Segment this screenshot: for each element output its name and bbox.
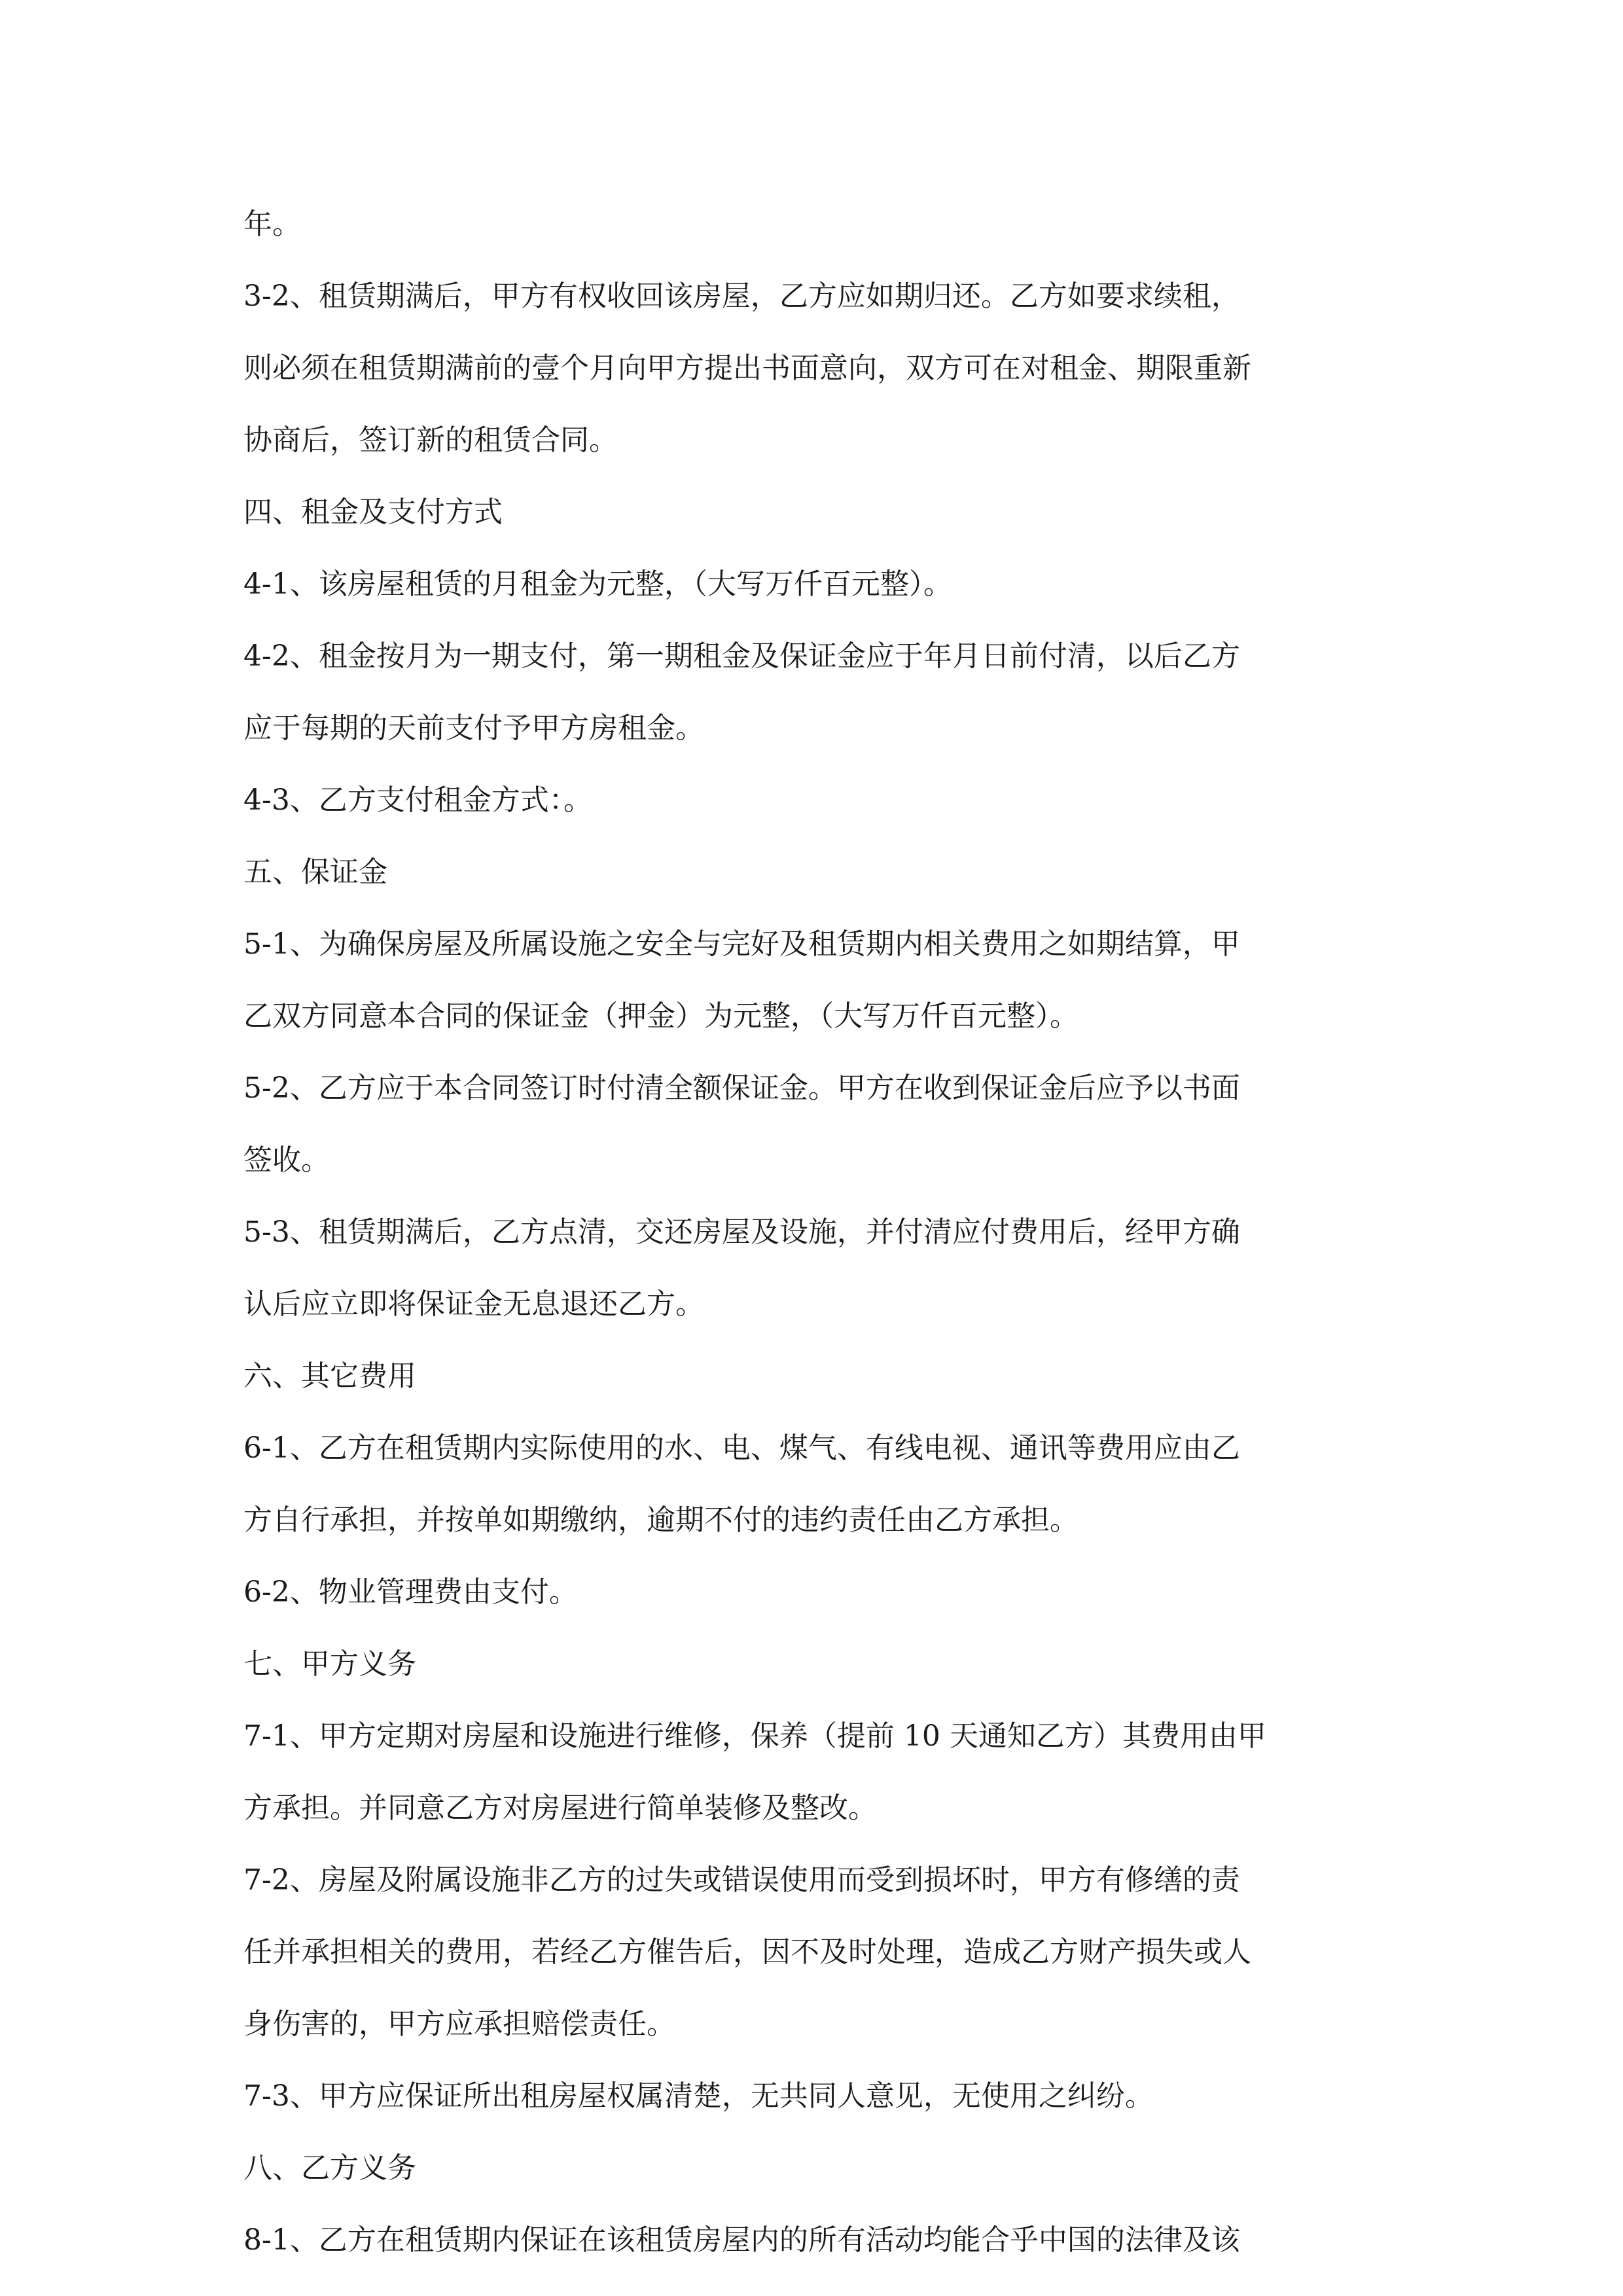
text-line: 身伤害的，甲方应承担赔偿责任。 <box>243 2007 675 2041</box>
text-line: 4-3、乙方支付租金方式：。 <box>243 783 592 817</box>
text-line: 7-2、房屋及附属设施非乙方的过失或错误使用而受到损坏时，甲方有修缮的责 <box>243 1863 1240 1897</box>
text-line: 5-1、为确保房屋及所属设施之安全与完好及租赁期内相关费用之如期结算，甲 <box>243 927 1240 961</box>
section-heading: 五、保证金 <box>243 855 387 889</box>
text-line: 6-1、乙方在租赁期内实际使用的水、电、煤气、有线电视、通讯等费用应由乙 <box>243 1431 1240 1465</box>
text-line: 8-1、乙方在租赁期内保证在该租赁房屋内的所有活动均能合乎中国的法律及该 <box>243 2223 1240 2257</box>
section-heading: 四、租金及支付方式 <box>243 495 503 529</box>
section-heading: 六、其它费用 <box>243 1359 416 1393</box>
section-heading: 八、乙方义务 <box>243 2151 416 2185</box>
text-line: 乙双方同意本合同的保证金（押金）为元整，（大写万仟百元整）。 <box>243 999 1079 1033</box>
text-line: 3-2、租赁期满后，甲方有权收回该房屋，乙方应如期归还。乙方如要求续租， <box>243 279 1240 313</box>
text-line: 方承担。并同意乙方对房屋进行简单装修及整改。 <box>243 1791 877 1825</box>
text-line: 4-2、租金按月为一期支付，第一期租金及保证金应于年月日前付清，以后乙方 <box>243 639 1240 673</box>
text-line: 方自行承担，并按单如期缴纳，逾期不付的违约责任由乙方承担。 <box>243 1503 1079 1537</box>
text-line: 4-1、该房屋租赁的月租金为元整，（大写万仟百元整）。 <box>243 567 952 601</box>
text-line: 认后应立即将保证金无息退还乙方。 <box>243 1287 704 1321</box>
text-line: 应于每期的天前支付予甲方房租金。 <box>243 711 704 745</box>
text-line: 7-3、甲方应保证所出租房屋权属清楚，无共同人意见，无使用之纠纷。 <box>243 2079 1154 2113</box>
text-line: 协商后，签订新的租赁合同。 <box>243 423 618 457</box>
text-line: 5-3、租赁期满后，乙方点清，交还房屋及设施，并付清应付费用后，经甲方确 <box>243 1215 1240 1249</box>
text-line: 则必须在租赁期满前的壹个月向甲方提出书面意向，双方可在对租金、期限重新 <box>243 351 1251 385</box>
text-line: 7-1、甲方定期对房屋和设施进行维修，保养（提前 10 天通知乙方）其费用由甲 <box>243 1719 1266 1753</box>
text-line: 签收。 <box>243 1143 330 1177</box>
section-heading: 七、甲方义务 <box>243 1647 416 1681</box>
text-line: 年。 <box>243 207 301 241</box>
text-line: 5-2、乙方应于本合同签订时付清全额保证金。甲方在收到保证金后应予以书面 <box>243 1071 1240 1105</box>
text-line: 任并承担相关的费用，若经乙方催告后，因不及时处理，造成乙方财产损失或人 <box>243 1935 1251 1969</box>
text-line: 6-2、物业管理费由支付。 <box>243 1575 578 1609</box>
